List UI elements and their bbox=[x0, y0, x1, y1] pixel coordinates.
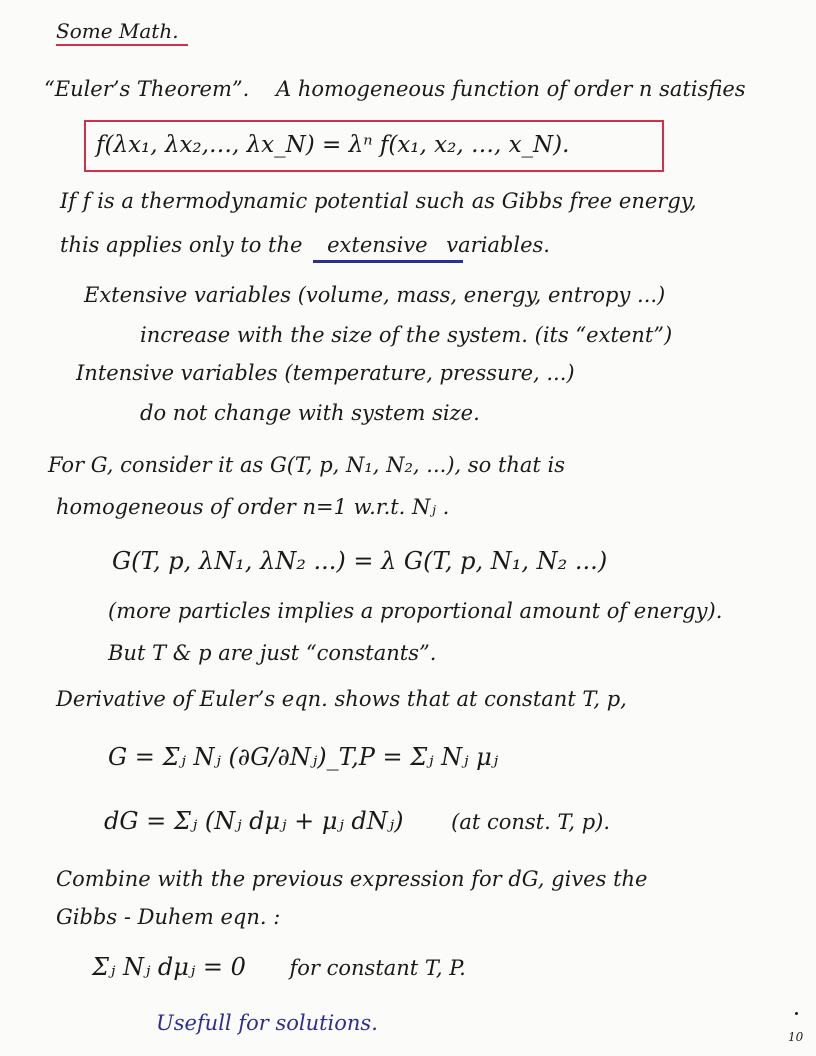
euler-heading-text: “Euler’s Theorem”. bbox=[44, 77, 250, 101]
gibbs-sum-equation: G = Σⱼ Nⱼ (∂G/∂Nⱼ)_T,P = Σⱼ Nⱼ μⱼ bbox=[108, 743, 499, 771]
extensive-emphasis: extensive bbox=[327, 233, 428, 257]
gibbs-order-line-2: homogeneous of order n=1 w.r.t. Nⱼ . bbox=[56, 495, 450, 519]
gibbs-duhem-heading: Gibbs - Duhem eqn. : bbox=[56, 905, 281, 929]
combine-line: Combine with the previous expression for dG, gives the bbox=[56, 867, 648, 891]
euler-heading bbox=[44, 76, 746, 102]
dG-condition: (at const. T, p). bbox=[451, 810, 611, 834]
usage-note: Usefull for solutions. bbox=[156, 1011, 378, 1035]
particles-note: (more particles implies a proportional amount of energy). bbox=[108, 599, 723, 623]
gibbs-duhem-condition: for constant T, P. bbox=[289, 956, 466, 980]
thermo-line-1: If f is a thermodynamic potential such as Gibbs free energy, bbox=[60, 189, 697, 213]
title-underline bbox=[56, 44, 188, 46]
intensive-line-2: do not change with system size. bbox=[140, 401, 480, 425]
thermo-line-2-post: variables. bbox=[446, 233, 550, 257]
gibbs-order-line-1: For G, consider it as G(T, p, N₁, N₂, ...), so that is bbox=[48, 453, 566, 477]
intensive-line-1: Intensive variables (temperature, pressure, ...) bbox=[76, 361, 575, 385]
extensive-line-1: Extensive variables (volume, mass, energy, entropy ...) bbox=[84, 283, 666, 307]
constants-note: But T & p are just “constants”. bbox=[108, 641, 437, 665]
thermo-line-2 bbox=[60, 232, 550, 258]
derivative-line: Derivative of Euler’s eqn. shows that at constant T, p, bbox=[56, 687, 627, 711]
euler-statement: A homogeneous function of order n satisfies bbox=[275, 77, 746, 101]
thermo-line-2-pre: this applies only to the bbox=[60, 233, 303, 257]
gibbs-duhem-equation-text: Σⱼ Nⱼ dμⱼ = 0 bbox=[92, 953, 246, 981]
page-number: 10 bbox=[788, 1030, 804, 1044]
extensive-underline bbox=[313, 260, 463, 263]
dG-equation bbox=[104, 808, 610, 835]
page-title: Some Math. bbox=[56, 19, 179, 43]
gibbs-duhem-equation bbox=[92, 954, 466, 981]
dG-equation-text: dG = Σⱼ (Nⱼ dμⱼ + μⱼ dNⱼ) bbox=[104, 807, 404, 835]
gibbs-homogeneity-equation: G(T, p, λN₁, λN₂ ...) = λ G(T, p, N₁, N₂ ...) bbox=[112, 547, 608, 575]
page-dot bbox=[795, 1012, 798, 1015]
extensive-line-2: increase with the size of the system. (its “extent”) bbox=[140, 323, 673, 347]
euler-equation: f(λx₁, λx₂,…, λx_N) = λⁿ f(x₁, x₂, …, x_N). bbox=[96, 132, 570, 158]
